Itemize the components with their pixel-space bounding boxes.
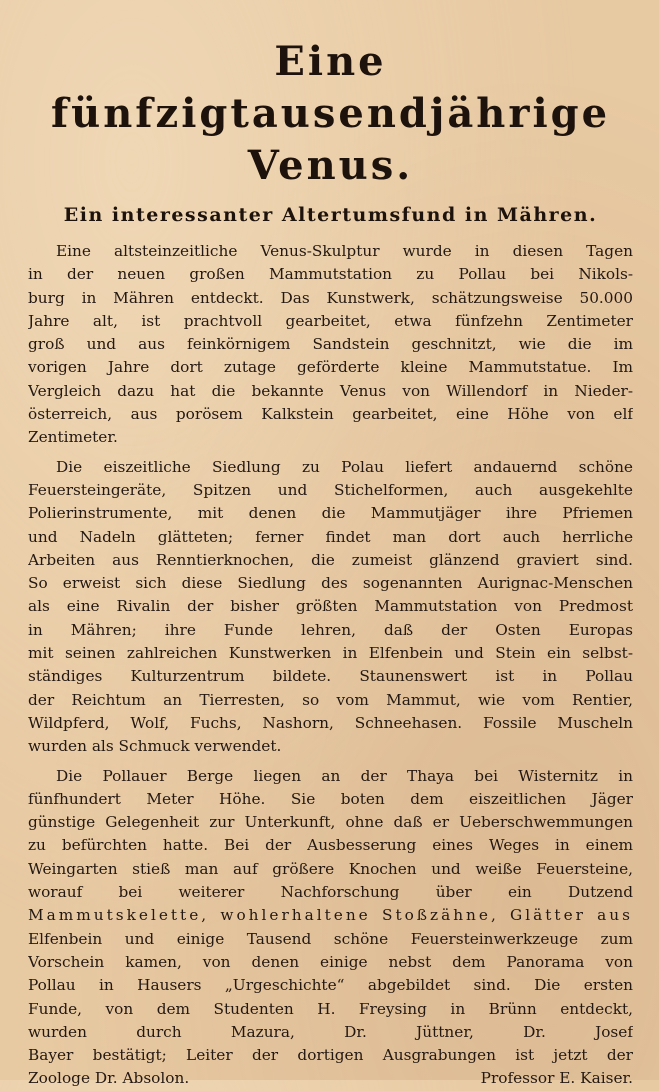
closing-line-left: Zoologe Dr. Absolon. <box>28 1069 190 1088</box>
article-headline <box>28 36 633 192</box>
text-line: Vorschein kamen, von denen einige nebst dem Panorama von <box>28 952 633 971</box>
article-subheadline: Ein interessanter Altertumsfund in Mähren. <box>63 204 598 226</box>
text-line: Vergleich dazu hat die bekannte Venus von Willendorf in Nieder- <box>28 381 633 400</box>
text-line: als eine Rivalin der bisher größten Mammutstation von Predmost <box>28 597 633 616</box>
text-line: Wildpferd, Wolf, Fuchs, Nashorn, Schneehasen. Fossile Muscheln <box>28 713 633 732</box>
text-line: günstige Gelegenheit zur Unterkunft, ohne daß er Ueberschwemmungen <box>28 813 633 832</box>
text-line: Feuersteingeräte, Spitzen und Stichelformen, auch ausgekehlte <box>28 480 633 499</box>
text-line: Elfenbein und einige Tausend schöne Feuersteinwerkzeuge zum <box>28 929 633 948</box>
text-line: Eine altsteinzeitliche Venus-Skulptur wurde in diesen Tagen <box>56 242 633 260</box>
text-line: Funde, von dem Studenten H. Freysing in Brünn entdeckt, <box>28 999 633 1018</box>
text-line: worauf bei weiterer Nachforschung über ein Dutzend <box>28 883 633 902</box>
text-line: Weingarten stieß man auf größere Knochen und weiße Feuersteine, <box>28 859 633 878</box>
text-line: burg in Mähren entdeckt. Das Kunstwerk, schätzungsweise 50.000 <box>28 288 633 307</box>
article-body <box>28 240 633 1091</box>
headline-line-2: Venus. <box>247 142 414 189</box>
text-line: zu befürchten hatte. Bei der Ausbesserung eines Weges in einem <box>28 836 633 855</box>
text-line: der Reichtum an Tierresten, so vom Mammut, wie vom Rentier, <box>28 690 633 709</box>
text-line: Arbeiten aus Renntierknochen, die zumeist glänzend graviert sind. <box>28 550 633 569</box>
text-line: fünfhundert Meter Höhe. Sie boten dem eiszeitlichen Jäger <box>28 789 633 808</box>
text-line: in Mähren; ihre Funde lehren, daß der Osten Europas <box>28 620 633 639</box>
text-line: Die eiszeitliche Siedlung zu Polau liefert andauernd schöne <box>56 457 633 476</box>
text-line: Die Pollauer Berge liegen an der Thaya bei Wisternitz in <box>56 766 633 785</box>
text-line: Mammutskelette, wohlerhaltene Stoßzähne, Glätter aus <box>28 906 633 925</box>
text-line: mit seinen zahlreichen Kunstwerken in Elfenbein und Stein ein selbst- <box>28 644 633 663</box>
paragraph-3 <box>28 765 633 1091</box>
text-line: Bayer bestätigt; Leiter der dortigen Ausgrabungen ist jetzt der <box>28 1046 633 1065</box>
text-line: Pollau in Hausers „Urgeschichte“ abgebildet sind. Die ersten <box>28 976 633 995</box>
text-line: vorigen Jahre dort zutage geförderte kleine Mammutstatue. Im <box>28 358 633 377</box>
author-signature: Professor E. Kaiser. <box>480 1069 633 1088</box>
text-line: österreich, aus porösem Kalkstein gearbeitet, eine Höhe von elf <box>28 405 633 424</box>
text-line: Jahre alt, ist prachtvoll gearbeitet, etwa fünfzehn Zentimeter <box>28 311 633 330</box>
text-line: und Nadeln glätteten; ferner findet man dort auch herrliche <box>28 527 633 546</box>
text-line: ständiges Kulturzentrum bildete. Staunenswert ist in Pollau <box>28 667 633 686</box>
text-line: So erweist sich diese Siedlung des sogenannten Aurignac-Menschen <box>28 574 633 593</box>
text-line: wurden durch Mazura, Dr. Jüttner, Dr. Josef <box>28 1022 633 1041</box>
closing-line <box>28 1067 633 1090</box>
paragraph-2 <box>28 456 633 759</box>
paragraph-1 <box>28 240 633 450</box>
text-line: Polierinstrumente, mit denen die Mammutjäger ihre Pfriemen <box>28 504 633 523</box>
text-line: in der neuen großen Mammutstation zu Pollau bei Nikols- <box>28 265 633 284</box>
text-line: wurden als Schmuck verwendet. <box>28 737 282 756</box>
text-line: Zentimeter. <box>28 428 118 447</box>
headline-line-1: Eine fünfzigtausendjährige <box>50 38 611 137</box>
text-line: groß und aus feinkörnigem Sandstein geschnitzt, wie die im <box>28 335 633 354</box>
